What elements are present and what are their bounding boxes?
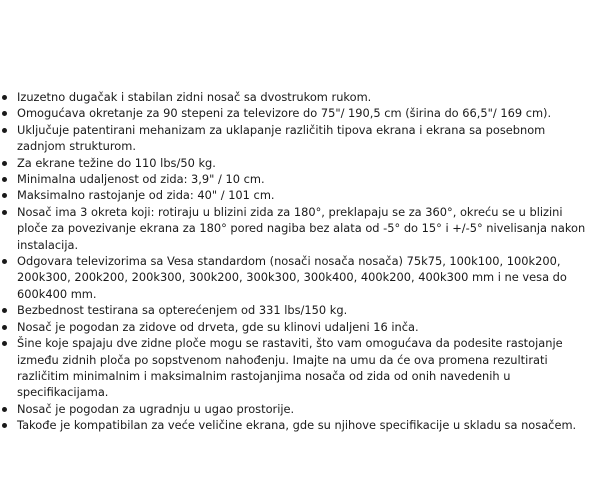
- list-item-text: Za ekrane težine do 110 lbs/50 kg.: [17, 155, 216, 170]
- list-item-text: Maksimalno rastojanje od zida: 40" / 101 cm.: [17, 188, 275, 203]
- list-item: [0, 417, 600, 433]
- feature-list: [0, 89, 600, 434]
- bullet-icon: [2, 161, 7, 166]
- list-item: [0, 204, 600, 253]
- list-item: [0, 319, 600, 335]
- list-item: [0, 401, 600, 417]
- list-item-text: Nosač je pogodan za zidove od drveta, gde su klinovi udaljeni 16 inča.: [17, 319, 419, 334]
- list-item-text: Nosač ima 3 okreta koji: rotiraju u blizini zida za 180°, preklapaju se za 360°, okreću se u blizini ploče za povezivanje ekrana za 180° pored nagiba bez alata od -5° do 15° i +/-5° nivelisanja nakon instalacija.: [17, 204, 586, 252]
- list-item-text: Šine koje spajaju dve zidne ploče mogu se rastaviti, što vam omogućava da podesite rastojanje između zidnih ploča po sopstvenom nahođenju. Imajte na umu da će ova promena rezultirati različitim minimalnim i maksimalnim rastojanjima nosača od zida od onih navedenih u specifikacijama.: [17, 336, 563, 400]
- bullet-icon: [2, 259, 7, 264]
- list-item-text: Takođe je kompatibilan za veće veličine ekrana, gde su njihove specifikacije u skladu sa nosačem.: [17, 418, 577, 433]
- bullet-icon: [2, 407, 7, 412]
- list-item-text: Minimalna udaljenost od zida: 3,9" / 10 cm.: [17, 172, 265, 187]
- bullet-icon: [2, 325, 7, 330]
- bullet-icon: [2, 341, 7, 346]
- list-item: [0, 187, 600, 203]
- bullet-icon: [2, 210, 7, 215]
- bullet-icon: [2, 193, 7, 198]
- list-item-text: Nosač je pogodan za ugradnju u ugao prostorije.: [17, 401, 295, 416]
- list-item: [0, 122, 600, 155]
- bullet-icon: [2, 177, 7, 182]
- list-item-text: Odgovara televizorima sa Vesa standardom (nosači nosača nosača) 75k75, 100k100, 100k200, 200k300, 200k200, 200k300, 300k200, 300k300, 300k400, 400k200, 400k300 mm i ne vesa do 600k400 mm.: [17, 254, 567, 301]
- list-item: [0, 335, 600, 401]
- list-item: [0, 105, 600, 121]
- bullet-icon: [2, 111, 7, 116]
- list-item-text: Uključuje patentirani mehanizam za uklapanje različitih tipova ekrana i ekrana sa posebnom zadnjom strukturom.: [17, 122, 546, 154]
- list-item: [0, 155, 600, 171]
- list-item-text: Izuzetno dugačak i stabilan zidni nosač sa dvostrukom rukom.: [17, 90, 372, 104]
- bullet-icon: [2, 423, 7, 428]
- list-item-text: Bezbednost testirana sa opterećenjem od 331 lbs/150 kg.: [17, 303, 348, 318]
- bullet-icon: [2, 128, 7, 133]
- list-item: [0, 302, 600, 318]
- bullet-icon: [2, 95, 7, 100]
- bullet-icon: [2, 308, 7, 313]
- list-item-text: Omogućava okretanje za 90 stepeni za televizore do 75"/ 190,5 cm (širina do 66,5"/ 169 cm).: [17, 106, 552, 121]
- list-item: [0, 253, 600, 302]
- list-item: [0, 89, 600, 105]
- list-item: [0, 171, 600, 187]
